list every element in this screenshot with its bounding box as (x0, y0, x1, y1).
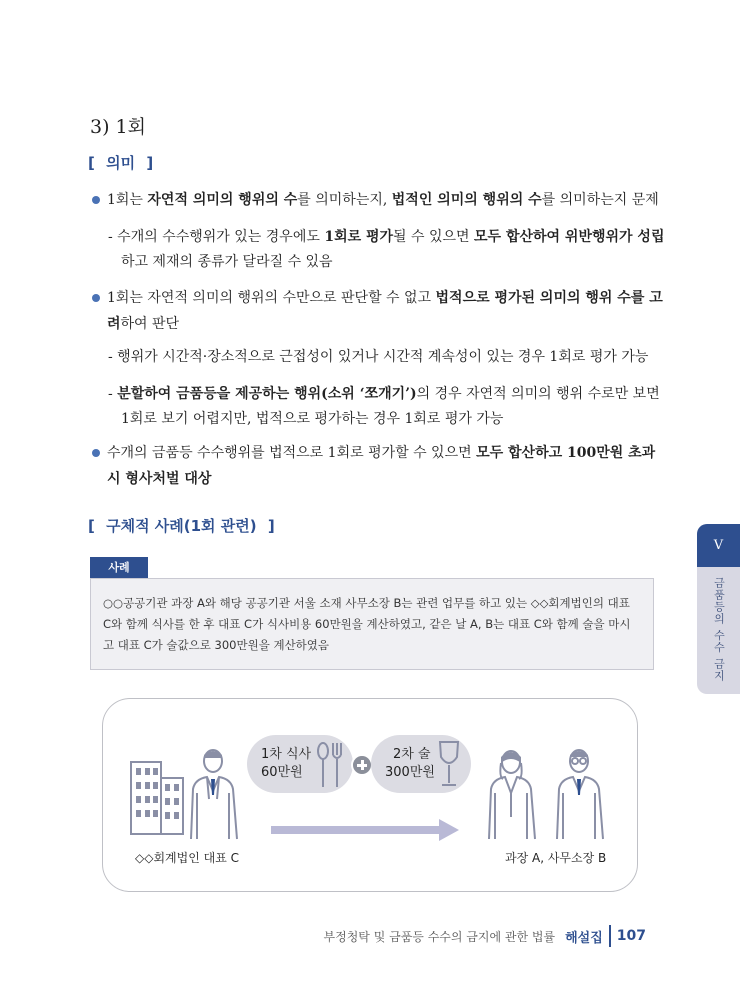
footer-book: 해설집 (565, 930, 603, 946)
person-c-icon (183, 747, 243, 843)
emphasis: 1회로 평가 (324, 229, 394, 245)
emphasis: 모두 합산하고 100만원 초과 시 형사처벌 대상 (107, 445, 656, 487)
footer-divider (609, 925, 611, 947)
building-icon (129, 754, 187, 836)
emphasis: 모두 합산하여 위반행위가 성립 (474, 229, 665, 245)
right-caption: 과장 A, 사무소장 B (505, 851, 607, 865)
meaning-heading-text: 의미 (106, 154, 136, 172)
chapter-label: 금품등의 수수 금지 (712, 577, 726, 682)
pill-line: 60만원 (261, 765, 303, 780)
pill-line: 2차 술 (393, 747, 431, 762)
bullet-dot-icon (92, 449, 100, 457)
sub-item-2 (108, 345, 668, 370)
text: 를 의미하는지 문제 (541, 192, 659, 208)
bracket-close: ] (267, 517, 275, 535)
emphasis: 법적인 의미의 행위의 수 (391, 192, 542, 208)
sub-item-1 (108, 225, 668, 275)
footer-title: 부정청탁 및 금품등 수수의 금지에 관한 법률 (323, 929, 556, 944)
page-number: 107 (616, 928, 646, 944)
bracket-close: ] (146, 154, 154, 172)
text: 를 의미하는지, (297, 192, 392, 208)
cases-heading (88, 515, 275, 536)
meaning-heading (88, 152, 153, 173)
text: 수개의 금품등 수수행위를 법적으로 1회로 평가할 수 있으면 (107, 445, 477, 461)
cases-heading-text: 구체적 사례(1회 관련) (106, 517, 257, 535)
text: 하여 판단 (120, 316, 180, 332)
text: 하고 제재의 종류가 달라질 수 있음 (121, 254, 333, 270)
spoon-fork-icon (315, 741, 345, 789)
wine-glass-icon (437, 739, 461, 789)
bullet-dot-icon (92, 196, 100, 204)
text: - (108, 386, 118, 402)
arrow-head (439, 819, 459, 841)
arrow-icon (271, 819, 461, 841)
emphasis: 자연적 의미의 행위의 수 (147, 192, 298, 208)
case-label: 사례 (90, 557, 148, 578)
case-box (90, 578, 654, 670)
pill-line: 1차 식사 (261, 747, 312, 762)
bullet-item-1 (92, 187, 667, 213)
text: 1회는 (107, 192, 148, 208)
left-caption: ◇◇회계법인 대표 C (135, 851, 240, 865)
bullet-item-2 (92, 285, 667, 337)
plus-icon (351, 754, 373, 776)
case-diagram (102, 698, 638, 892)
person-b-icon (549, 747, 609, 843)
case-text: ○○공공기관 과장 A와 해당 공공기관 서울 소재 사무소장 B는 관련 업무를 하고 있는 ◇◇회계법인의 대표 C와 함께 식사를 한 후 대표 C가 식사비용 60만원을 계산하였고, 같은 날 A, B는 대표 C와 함께 술을 마시고 대표 C가 술값으로 300만원을 계산하였음 (103, 596, 631, 652)
text: 1회는 자연적 의미의 행위의 수만으로 판단할 수 없고 (107, 290, 436, 306)
emphasis: 법적으로 평가된 의미의 행위 수를 고려 (107, 290, 663, 332)
chapter-number: V (697, 524, 740, 567)
page-footer (324, 925, 646, 947)
emphasis: 분할하여 금품등을 제공하는 행위(소위 ‘쪼개기’) (117, 386, 417, 402)
section-title: 3) 1회 (90, 116, 146, 138)
text: - 행위가 시간적·장소적으로 근접성이 있거나 시간적 계속성이 있는 경우 1회로 평가 가능 (108, 349, 649, 365)
arrow-body (271, 826, 441, 834)
person-a-icon (481, 747, 541, 843)
bullet-dot-icon (92, 294, 100, 302)
bullet-item-3 (92, 440, 667, 492)
text: 될 수 있으면 (393, 229, 475, 245)
text: 의 경우 자연적 의미의 행위 수로만 보면 1회로 보기 어렵지만, 법적으로 평가하는 경우 1회로 평가 가능 (121, 386, 660, 427)
pill-line: 300만원 (385, 765, 435, 780)
text: - 수개의 수수행위가 있는 경우에도 (108, 229, 325, 245)
bracket-open: [ (88, 517, 95, 535)
sub-item-3 (108, 382, 668, 432)
bracket-open: [ (88, 154, 95, 172)
chapter-side-tab[interactable] (697, 524, 740, 694)
